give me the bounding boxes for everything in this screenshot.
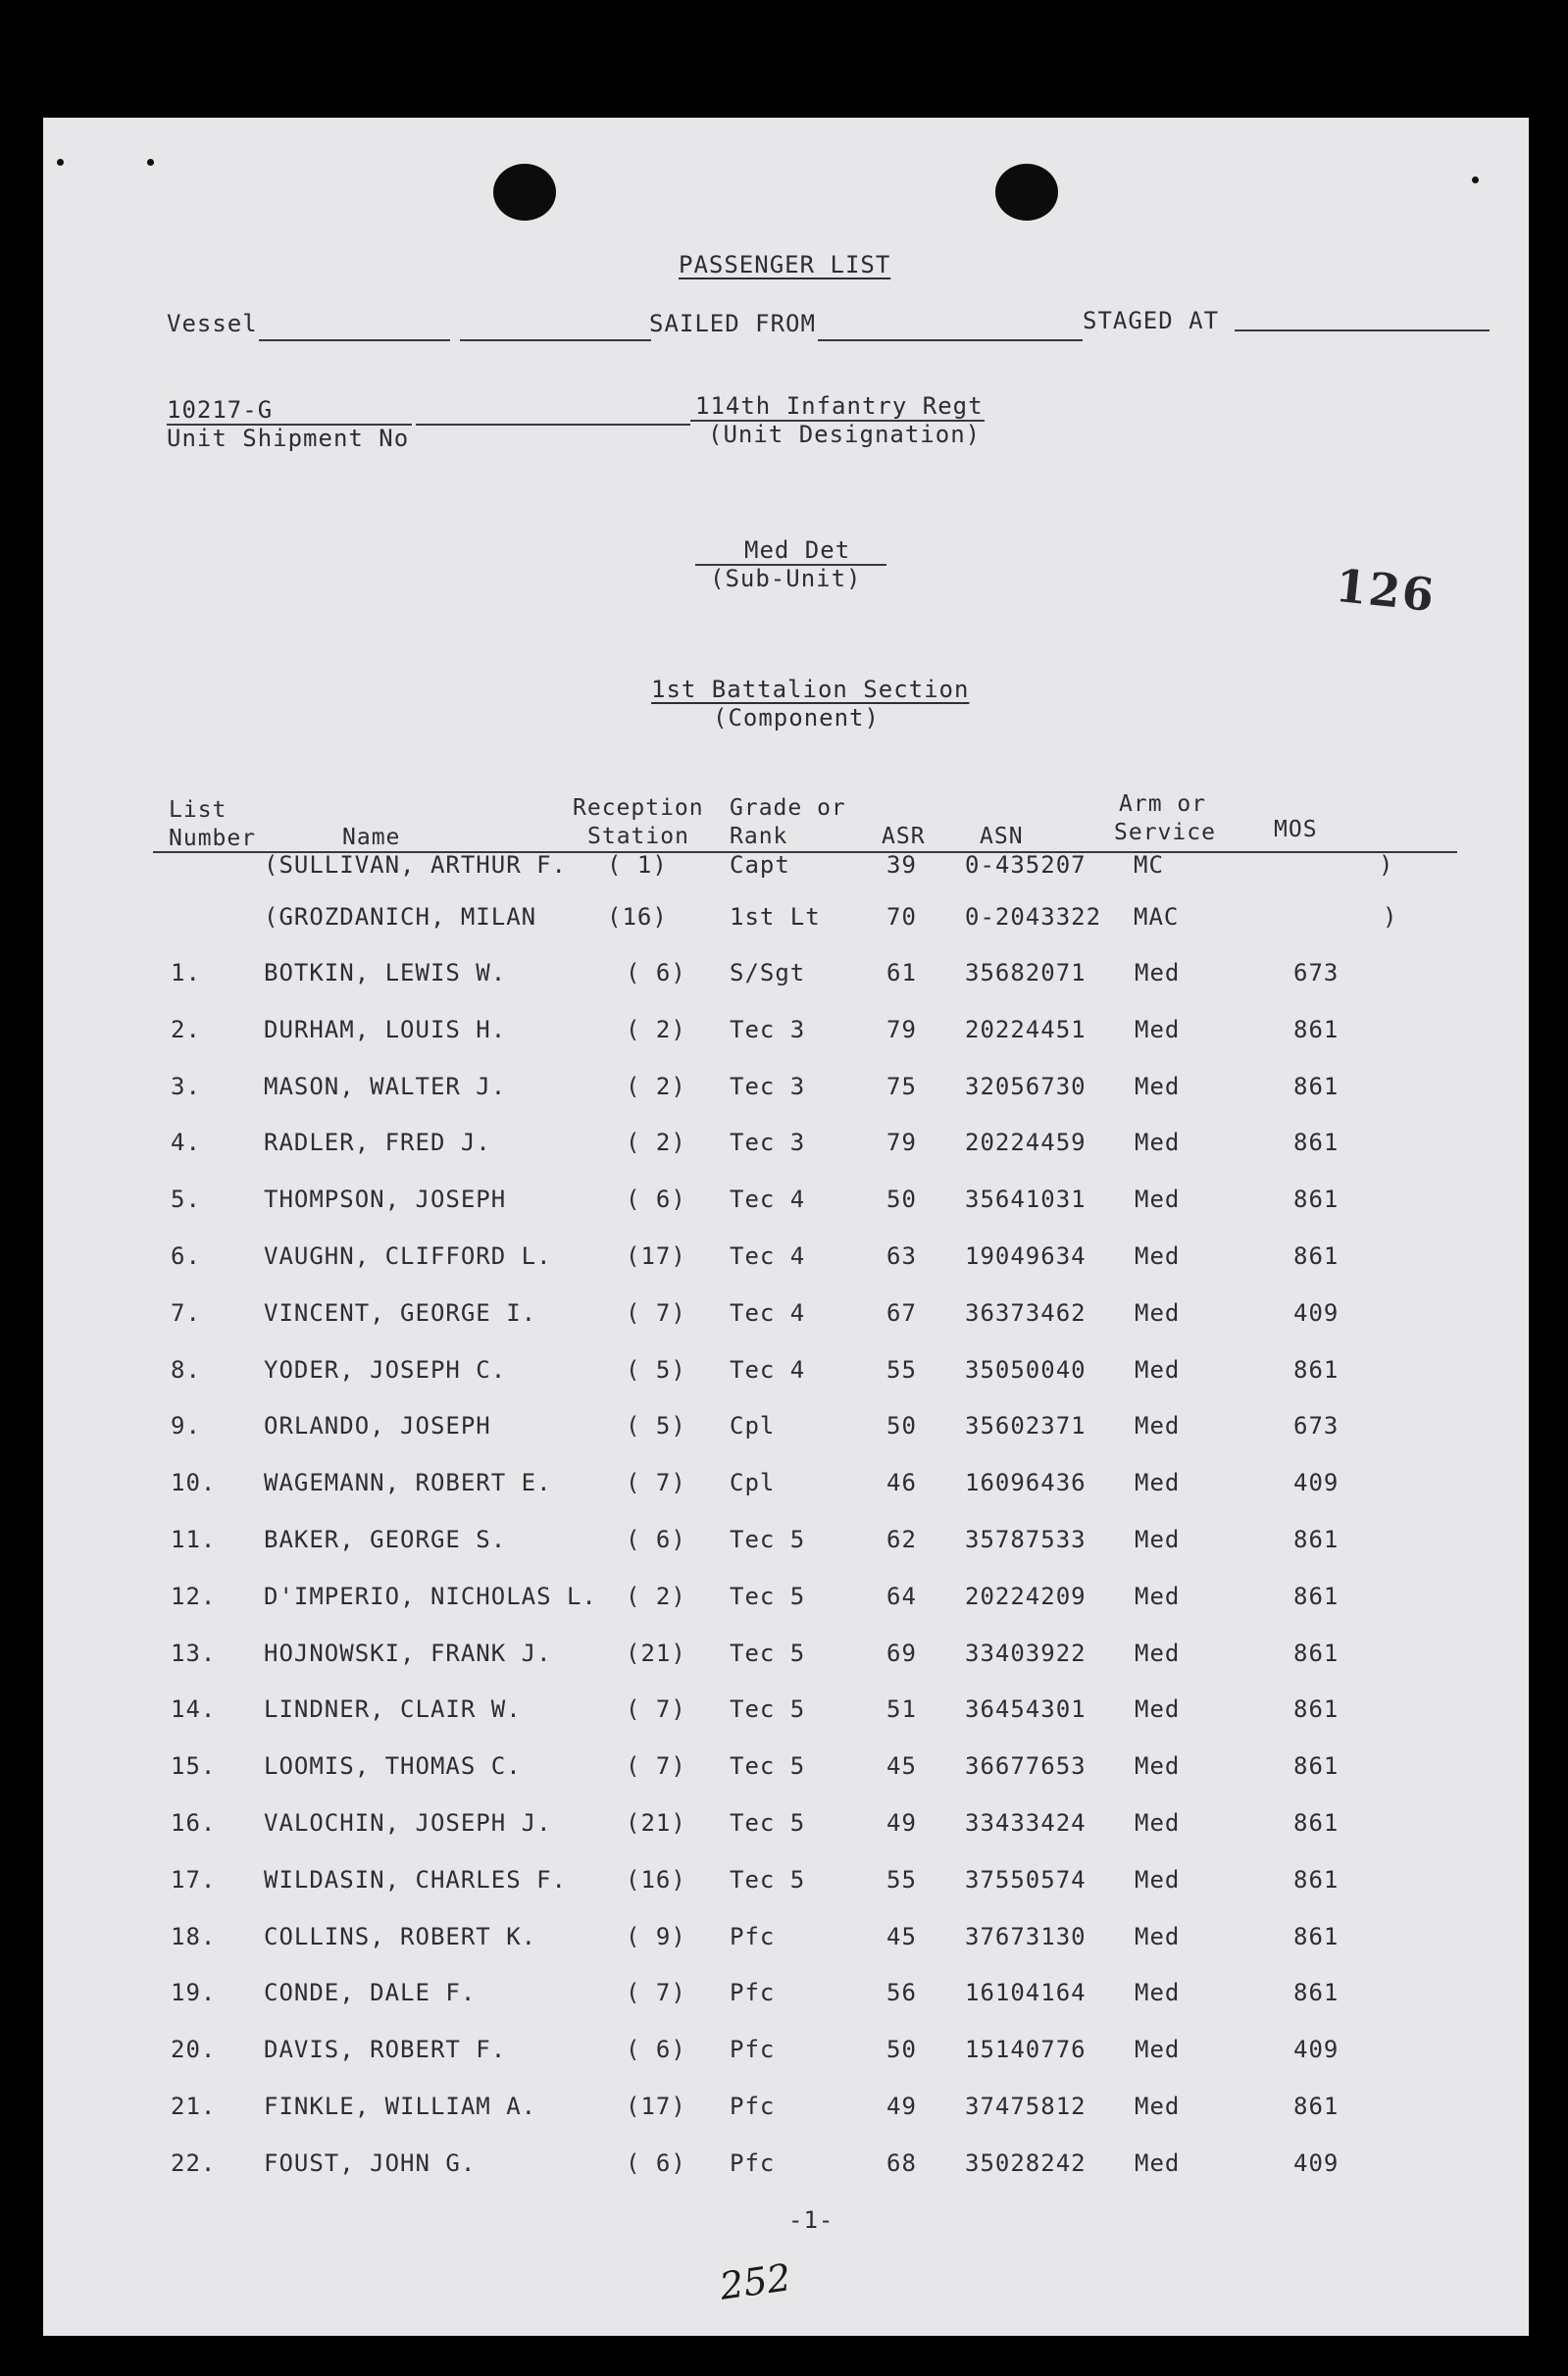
asr-score: 63 (886, 1242, 917, 1270)
table-row (43, 2036, 1529, 2075)
mos-code: 861 (1293, 1809, 1340, 1837)
row-number: 4. (171, 1129, 201, 1157)
table-row (43, 1923, 1529, 1962)
row-number: 1. (171, 959, 201, 986)
grade-rank: Tec 5 (730, 1582, 806, 1610)
grade-rank: Tec 4 (730, 1186, 806, 1214)
unit-blank (416, 424, 690, 426)
row-number: 18. (171, 1922, 217, 1950)
table-row (43, 1979, 1529, 2018)
passenger-name: BOTKIN, LEWIS W. (264, 959, 507, 986)
arm-service: Med (1135, 1979, 1181, 2007)
army-serial-number: 16104164 (965, 1979, 1087, 2007)
army-serial-number: 36454301 (965, 1695, 1087, 1724)
table-row (43, 1866, 1529, 1905)
reception-station: ( 7) (626, 1469, 686, 1497)
vessel-label: Vessel (167, 310, 258, 337)
row-number: 9. (171, 1412, 201, 1441)
grade-rank: Pfc (730, 1979, 776, 2007)
army-serial-number: 20224209 (965, 1582, 1087, 1610)
table-row (43, 1695, 1529, 1735)
passenger-name: VALOCHIN, JOSEPH J. (264, 1809, 552, 1837)
army-serial-number: 35050040 (965, 1355, 1087, 1384)
passenger-name: D'IMPERIO, NICHOLAS L. (264, 1582, 597, 1610)
arm-service: Med (1135, 1526, 1181, 1553)
officer-grade: 1st Lt (730, 903, 821, 931)
unit-designation-label: (Unit Designation) (708, 421, 982, 448)
grade-rank: Tec 5 (730, 1526, 806, 1553)
header-name: Name (342, 825, 401, 850)
table-row (43, 1356, 1529, 1395)
reception-station: ( 5) (626, 1355, 686, 1384)
reception-station: (21) (626, 1809, 686, 1837)
grade-rank: Tec 3 (730, 1129, 806, 1157)
officer-bracket: ) (1379, 851, 1394, 879)
army-serial-number: 33433424 (965, 1809, 1087, 1837)
army-serial-number: 35028242 (965, 2149, 1087, 2177)
asr-score: 79 (886, 1129, 917, 1157)
table-row (43, 1526, 1529, 1565)
asr-score: 55 (886, 1355, 917, 1384)
grade-rank: Tec 4 (730, 1298, 806, 1327)
arm-service: Med (1135, 1865, 1181, 1894)
row-number: 2. (171, 1015, 201, 1043)
reception-station: ( 6) (626, 1526, 686, 1553)
row-number: 6. (171, 1242, 201, 1270)
mos-code: 673 (1293, 1412, 1340, 1441)
passenger-name: RADLER, FRED J. (264, 1129, 491, 1157)
header-reception-station (573, 794, 704, 851)
reception-station: ( 9) (626, 1922, 686, 1950)
grade-rank: Pfc (730, 1922, 776, 1950)
reception-station: ( 2) (626, 1582, 686, 1610)
asr-score: 61 (886, 959, 917, 986)
arm-service: Med (1135, 2093, 1181, 2120)
passenger-name: FOUST, JOHN G. (264, 2149, 477, 2177)
reception-station: (21) (626, 1639, 686, 1667)
army-serial-number: 15140776 (965, 2036, 1087, 2064)
reception-station: (17) (626, 1242, 686, 1270)
asr-score: 67 (886, 1298, 917, 1327)
mos-code: 409 (1293, 2149, 1340, 2177)
army-serial-number: 20224459 (965, 1129, 1087, 1157)
header-grade-line2: Rank (730, 824, 788, 849)
arm-service: Med (1135, 2036, 1181, 2064)
row-number: 13. (171, 1639, 217, 1667)
arm-service: Med (1135, 1072, 1181, 1100)
mos-code: 861 (1293, 1242, 1340, 1270)
row-number: 11. (171, 1526, 217, 1553)
army-serial-number: 35602371 (965, 1412, 1087, 1441)
passenger-name: ORLANDO, JOSEPH (264, 1412, 491, 1441)
grade-rank: Cpl (730, 1412, 776, 1441)
grade-rank: Pfc (730, 2036, 776, 2064)
vessel-blank-1 (259, 339, 450, 341)
header-grade-line1: Grade or (730, 795, 846, 821)
passenger-name: WAGEMANN, ROBERT E. (264, 1469, 552, 1497)
asr-score: 56 (886, 1979, 917, 2007)
grade-rank: Tec 3 (730, 1072, 806, 1100)
asr-score: 79 (886, 1015, 917, 1043)
arm-service: Med (1135, 1809, 1181, 1837)
row-number: 19. (171, 1979, 217, 2007)
sailed-from-blank (818, 339, 1083, 341)
passenger-name: YODER, JOSEPH C. (264, 1355, 507, 1384)
arm-service: Med (1135, 1695, 1181, 1724)
header-reception-line1: Reception (573, 795, 704, 821)
passenger-name: BAKER, GEORGE S. (264, 1526, 507, 1553)
asr-score: 49 (886, 1809, 917, 1837)
passenger-name: DURHAM, LOUIS H. (264, 1015, 507, 1043)
reception-station: ( 7) (626, 1979, 686, 2007)
table-row (43, 1299, 1529, 1339)
staged-at-blank (1235, 329, 1490, 331)
header-mos: MOS (1274, 817, 1318, 842)
vessel-blank-2 (460, 339, 651, 341)
arm-service: Med (1135, 959, 1181, 986)
header-arm-line1: Arm or (1119, 791, 1207, 817)
asr-score: 45 (886, 1922, 917, 1950)
mos-code: 673 (1293, 959, 1340, 986)
row-number: 5. (171, 1186, 201, 1214)
mos-code: 409 (1293, 1469, 1340, 1497)
reception-station: ( 7) (626, 1752, 686, 1781)
arm-service: Med (1135, 1015, 1181, 1043)
asr-score: 69 (886, 1639, 917, 1667)
officer-asr: 70 (886, 903, 917, 931)
mos-code: 861 (1293, 1865, 1340, 1894)
passenger-name: HOJNOWSKI, FRANK J. (264, 1639, 552, 1667)
row-number: 8. (171, 1355, 201, 1384)
row-number: 22. (171, 2149, 217, 2177)
passenger-name: VINCENT, GEORGE I. (264, 1298, 537, 1327)
reception-station: ( 2) (626, 1129, 686, 1157)
grade-rank: Tec 5 (730, 1809, 806, 1837)
grade-rank: Tec 4 (730, 1242, 806, 1270)
arm-service: Med (1135, 1582, 1181, 1610)
table-row (43, 1129, 1529, 1168)
arm-service: Med (1135, 1752, 1181, 1781)
header-list-line2: Number (169, 826, 257, 851)
unit-designation: 114th Infantry Regt (695, 392, 984, 420)
sailed-from-label: SAILED FROM (649, 310, 816, 337)
mos-code: 861 (1293, 1639, 1340, 1667)
reception-station: ( 2) (626, 1072, 686, 1100)
arm-service: Med (1135, 1242, 1181, 1270)
header-list-line1: List (169, 797, 228, 823)
arm-service: Med (1135, 1922, 1181, 1950)
table-row (43, 1809, 1529, 1848)
arm-service: Med (1135, 1355, 1181, 1384)
grade-rank: Tec 4 (730, 1355, 806, 1384)
officer-row (43, 903, 1529, 942)
passenger-name: WILDASIN, CHARLES F. (264, 1865, 567, 1894)
row-number: 10. (171, 1469, 217, 1497)
army-serial-number: 19049634 (965, 1242, 1087, 1270)
passenger-name: DAVIS, ROBERT F. (264, 2036, 507, 2064)
mos-code: 861 (1293, 1072, 1340, 1100)
arm-service: Med (1135, 1412, 1181, 1441)
army-serial-number: 36373462 (965, 1298, 1087, 1327)
mos-code: 861 (1293, 1015, 1340, 1043)
passenger-name: LOOMIS, THOMAS C. (264, 1752, 522, 1781)
asr-score: 75 (886, 1072, 917, 1100)
reception-station: ( 6) (626, 2036, 686, 2064)
grade-rank: Tec 5 (730, 1865, 806, 1894)
army-serial-number: 37550574 (965, 1865, 1087, 1894)
arm-service: Med (1135, 1186, 1181, 1214)
handwritten-note: 252 (717, 2255, 794, 2308)
reception-station: ( 6) (626, 2149, 686, 2177)
army-serial-number: 20224451 (965, 1015, 1087, 1043)
army-serial-number: 37475812 (965, 2093, 1087, 2120)
sub-unit-label: (Sub-Unit) (710, 565, 862, 592)
officer-arm: MAC (1134, 903, 1180, 931)
passenger-name: LINDNER, CLAIR W. (264, 1695, 522, 1724)
army-serial-number: 35787533 (965, 1526, 1087, 1553)
mos-code: 861 (1293, 1129, 1340, 1157)
officer-name: (SULLIVAN, ARTHUR F. (264, 851, 567, 879)
grade-rank: Pfc (730, 2149, 776, 2177)
asr-score: 64 (886, 1582, 917, 1610)
table-row (43, 1412, 1529, 1451)
officer-arm: MC (1134, 851, 1164, 879)
army-serial-number: 35682071 (965, 959, 1087, 986)
header-asr: ASR (882, 824, 926, 849)
officer-asn: 0-2043322 (965, 903, 1102, 931)
row-number: 7. (171, 1298, 201, 1327)
mos-code: 861 (1293, 1922, 1340, 1950)
header-list-number (169, 796, 256, 853)
passenger-name: VAUGHN, CLIFFORD L. (264, 1242, 552, 1270)
officer-station: ( 1) (607, 851, 668, 879)
header-arm-line2: Service (1114, 820, 1216, 845)
mos-code: 861 (1293, 1526, 1340, 1553)
header-asn: ASN (980, 824, 1024, 849)
officer-name: (GROZDANICH, MILAN (264, 903, 537, 931)
page-number: -1- (788, 2206, 835, 2234)
staged-at-label: STAGED AT (1083, 307, 1220, 334)
passenger-name: CONDE, DALE F. (264, 1979, 477, 2007)
reception-station: ( 7) (626, 1695, 686, 1724)
mos-code: 861 (1293, 1355, 1340, 1384)
mos-code: 861 (1293, 1752, 1340, 1781)
row-number: 21. (171, 2093, 217, 2120)
arm-service: Med (1135, 1129, 1181, 1157)
row-number: 12. (171, 1582, 217, 1610)
army-serial-number: 35641031 (965, 1186, 1087, 1214)
grade-rank: Tec 5 (730, 1639, 806, 1667)
mos-code: 861 (1293, 1979, 1340, 2007)
header-grade (730, 794, 846, 851)
document-page (43, 118, 1529, 2336)
asr-score: 62 (886, 1526, 917, 1553)
passenger-name: THOMPSON, JOSEPH (264, 1186, 507, 1214)
officer-bracket: ) (1383, 903, 1398, 931)
grade-rank: Tec 5 (730, 1695, 806, 1724)
document-title: PASSENGER LIST (679, 251, 891, 278)
mos-code: 861 (1293, 1582, 1340, 1610)
table-row (43, 2093, 1529, 2132)
mos-code: 409 (1293, 2036, 1340, 2064)
reception-station: ( 6) (626, 959, 686, 986)
table-row (43, 1583, 1529, 1622)
grade-rank: Pfc (730, 2093, 776, 2120)
arm-service: Med (1135, 1469, 1181, 1497)
officer-row (43, 851, 1529, 890)
reception-station: ( 5) (626, 1412, 686, 1441)
row-number: 3. (171, 1072, 201, 1100)
table-row (43, 1752, 1529, 1792)
asr-score: 46 (886, 1469, 917, 1497)
shipment-number: 10217-G (167, 396, 274, 424)
row-number: 20. (171, 2036, 217, 2064)
grade-rank: S/Sgt (730, 959, 806, 986)
army-serial-number: 33403922 (965, 1639, 1087, 1667)
table-row (43, 1186, 1529, 1225)
asr-score: 50 (886, 1186, 917, 1214)
table-row (43, 1073, 1529, 1112)
asr-score: 51 (886, 1695, 917, 1724)
speck-mark (57, 159, 64, 166)
asr-score: 45 (886, 1752, 917, 1781)
army-serial-number: 32056730 (965, 1072, 1087, 1100)
officer-asr: 39 (886, 851, 917, 879)
table-row (43, 1016, 1529, 1055)
grade-rank: Cpl (730, 1469, 776, 1497)
punch-hole-left (493, 164, 556, 221)
speck-mark (147, 159, 154, 166)
component-label: (Component) (713, 704, 880, 732)
officer-station: (16) (607, 903, 668, 931)
passenger-name: MASON, WALTER J. (264, 1072, 507, 1100)
row-number: 17. (171, 1865, 217, 1894)
army-serial-number: 36677653 (965, 1752, 1087, 1781)
reception-station: (16) (626, 1865, 686, 1894)
row-number: 14. (171, 1695, 217, 1724)
asr-score: 68 (886, 2149, 917, 2177)
arm-service: Med (1135, 2149, 1181, 2177)
asr-score: 50 (886, 2036, 917, 2064)
row-number: 16. (171, 1809, 217, 1837)
arm-service: Med (1135, 1298, 1181, 1327)
passenger-name: FINKLE, WILLIAM A. (264, 2093, 537, 2120)
passenger-name: COLLINS, ROBERT K. (264, 1922, 537, 1950)
speck-mark (1472, 177, 1479, 183)
table-row (43, 1469, 1529, 1508)
punch-hole-right (995, 164, 1058, 221)
row-number: 15. (171, 1752, 217, 1781)
arm-service: Med (1135, 1639, 1181, 1667)
officer-grade: Capt (730, 851, 790, 879)
grade-rank: Tec 5 (730, 1752, 806, 1781)
table-row (43, 2149, 1529, 2189)
table-row (43, 959, 1529, 998)
page-stamp-number: 126 (1333, 558, 1439, 623)
table-row (43, 1242, 1529, 1282)
asr-score: 50 (886, 1412, 917, 1441)
reception-station: ( 2) (626, 1015, 686, 1043)
sub-unit: Med Det (744, 536, 851, 564)
header-arm-service (1114, 790, 1216, 847)
officer-asn: 0-435207 (965, 851, 1087, 879)
mos-code: 861 (1293, 2093, 1340, 2120)
header-reception-line2: Station (587, 824, 689, 849)
asr-score: 49 (886, 2093, 917, 2120)
grade-rank: Tec 3 (730, 1015, 806, 1043)
army-serial-number: 16096436 (965, 1469, 1087, 1497)
asr-score: 55 (886, 1865, 917, 1894)
reception-station: ( 7) (626, 1298, 686, 1327)
mos-code: 409 (1293, 1298, 1340, 1327)
mos-code: 861 (1293, 1695, 1340, 1724)
reception-station: ( 6) (626, 1186, 686, 1214)
reception-station: (17) (626, 2093, 686, 2120)
shipment-label: Unit Shipment No (167, 425, 410, 452)
army-serial-number: 37673130 (965, 1922, 1087, 1950)
table-row (43, 1640, 1529, 1679)
component-title: 1st Battalion Section (651, 676, 970, 703)
mos-code: 861 (1293, 1186, 1340, 1214)
